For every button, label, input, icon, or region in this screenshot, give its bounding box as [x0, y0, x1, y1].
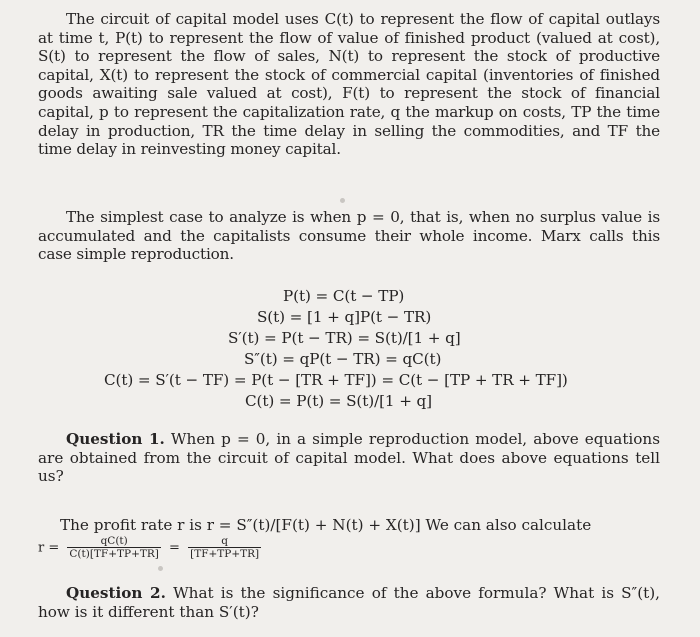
paragraph-circuit-model-text: The circuit of capital model uses C(t) to represent the flow of capital outlays at time t, P(t) to represent the flow of value of finished product (valued at cost), S(t) to represent the flow of sales, N(t) to represent the stock of productive capital, X(t) to represent the stock of commercial capital (inventories of finished goods awaiting sale valued at cost), F(t) to represent the stock of financial capital, p to represent the capitalization rate, q the markup on costs, TP the time delay in production, TR the time delay in selling the commodities, and TF the time delay in reinvesting money capital. — [38, 10, 660, 159]
question-1 — [38, 430, 660, 486]
paragraph-circuit-model — [38, 10, 660, 159]
equation-2: S(t) = [1 + q]P(t − TR) — [257, 308, 432, 326]
question-2-text: What is the significance of the above formula? What is S″(t), how is it different than S′(t)? — [38, 584, 661, 621]
question-2-label: Question 2. — [66, 584, 166, 602]
question-1-text: When p = 0, in a simple reproduction model, above equations are obtained from the circuit of capital model. What does above equations tell us? — [38, 430, 660, 486]
equation-4: S″(t) = qP(t − TR) = qC(t) — [244, 350, 442, 368]
fraction-2-denominator: [TF+TP+TR] — [190, 548, 260, 560]
equation-1: P(t) = C(t − TP) — [283, 287, 405, 305]
equation-5: C(t) = S′(t − TF) = P(t − [TR + TF]) = C(t − [TP + TR + TF]) — [104, 371, 568, 389]
formula-fraction-2 — [188, 536, 261, 560]
formula-equals: = — [169, 540, 180, 556]
scan-mark-2 — [158, 566, 163, 571]
equation-3: S′(t) = P(t − TR) = S(t)/[1 + q] — [228, 329, 461, 347]
profit-rate-formula — [38, 536, 265, 560]
fraction-2-numerator: q — [188, 536, 261, 548]
formula-lhs: r = — [38, 540, 60, 556]
question-2 — [38, 584, 660, 621]
paragraph-simple-reproduction-text: The simplest case to analyze is when p = 0, that is, when no surplus value is accumulated and the capitalists consume their whole income. Marx calls this case simple reproduction. — [38, 208, 660, 264]
formula-fraction-1 — [67, 536, 161, 560]
fraction-1-denominator: C(t)[TF+TP+TR] — [69, 548, 159, 560]
equation-6: C(t) = P(t) = S(t)/[1 + q] — [245, 392, 432, 410]
profit-rate-text: The profit rate r is r = S″(t)/[F(t) + N(t) + X(t)] We can also calculate — [60, 516, 592, 534]
scan-mark — [340, 198, 345, 203]
paragraph-simple-reproduction — [38, 208, 660, 264]
question-1-label: Question 1. — [66, 430, 165, 448]
fraction-1-numerator: qC(t) — [67, 536, 161, 548]
